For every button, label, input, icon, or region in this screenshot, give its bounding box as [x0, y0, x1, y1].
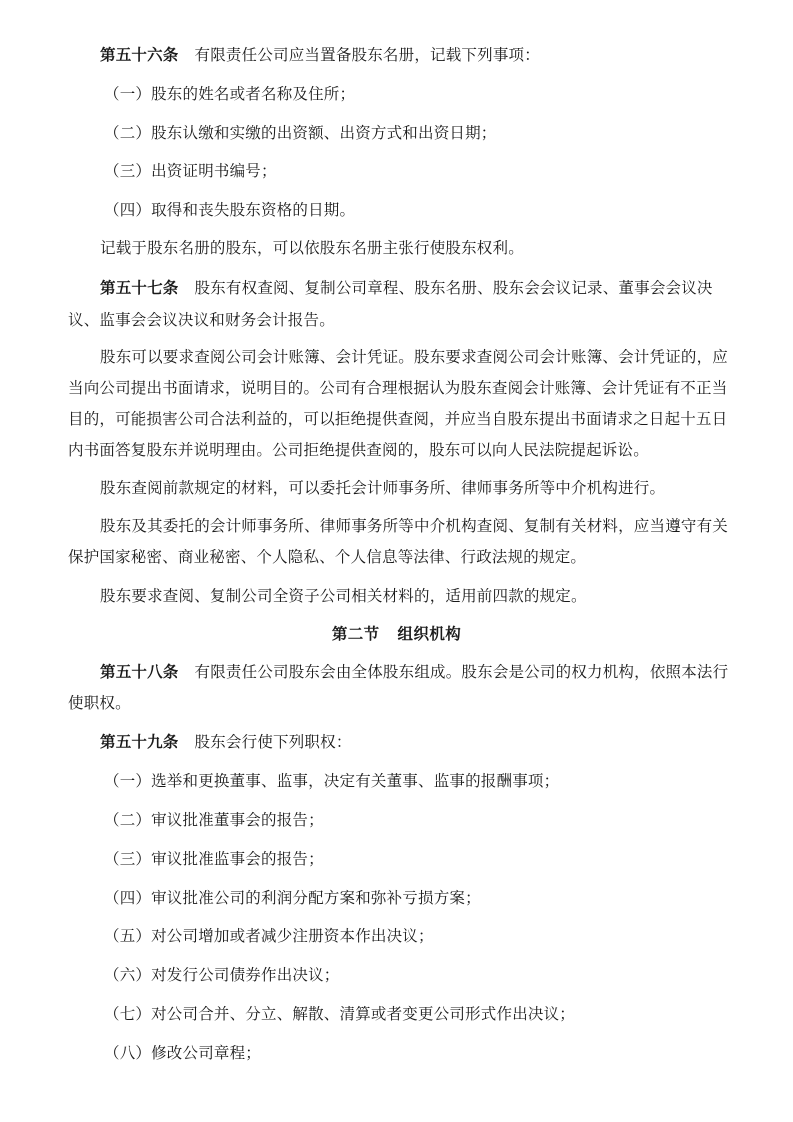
paragraph-line: 目的，可能损害公司合法利益的，可以拒绝提供查阅，并应当自股东提出书面请求之日起十五日	[68, 410, 728, 428]
list-item: （一）选举和更换董事、监事，决定有关董事、监事的报酬事项；	[104, 772, 560, 790]
paragraph-line: 议、监事会会议决议和财务会计报告。	[68, 311, 335, 329]
list-item: （七）对公司合并、分立、解散、清算或者变更公司形式作出决议；	[104, 1005, 576, 1023]
paragraph-line: 当向公司提出书面请求，说明目的。公司有合理根据认为股东查阅会计账簿、会计凭证有不正当	[68, 379, 728, 397]
list-item: （八）修改公司章程；	[104, 1044, 262, 1062]
article-58-heading	[100, 656, 728, 688]
list-item: （三）审议批准监事会的报告；	[104, 850, 324, 868]
article-text: 有限责任公司应当置备股东名册，记载下列事项：	[194, 46, 540, 64]
section-heading	[0, 618, 793, 650]
paragraph: 股东要求查阅、复制公司全资子公司相关材料的，适用前四款的规定。	[100, 587, 587, 605]
paragraph-line: 内书面答复股东并说明理由。公司拒绝提供查阅的，股东可以向人民法院提起诉讼。	[68, 441, 649, 459]
article-56-heading	[100, 39, 728, 71]
paragraph-line: 股东及其委托的会计师事务所、律师事务所等中介机构查阅、复制有关材料，应当遵守有关	[100, 517, 729, 535]
list-item: （五）对公司增加或者减少注册资本作出决议；	[104, 927, 434, 945]
article-text: 有限责任公司股东会由全体股东组成。股东会是公司的权力机构，依照本法行	[194, 663, 729, 681]
article-59-heading	[100, 726, 728, 758]
section-number: 第二节	[331, 625, 380, 643]
article-number: 第五十七条	[100, 279, 179, 297]
list-item: （四）审议批准公司的利润分配方案和弥补亏损方案；	[104, 889, 481, 907]
paragraph: 股东查阅前款规定的材料，可以委托会计师事务所、律师事务所等中介机构进行。	[100, 479, 666, 497]
paragraph-line: 股东可以要求查阅公司会计账簿、会计凭证。股东要求查阅公司会计账簿、会计凭证的，应	[100, 348, 729, 366]
list-item: （三）出资证明书编号；	[104, 162, 277, 180]
list-item: （一）股东的姓名或者名称及住所；	[104, 85, 356, 103]
list-item: （四）取得和丧失股东资格的日期。	[104, 201, 356, 219]
section-name: 组织机构	[397, 625, 462, 643]
article-57-heading	[100, 272, 728, 304]
paragraph-line: 保护国家秘密、商业秘密、个人隐私、个人信息等法律、行政法规的规定。	[68, 548, 587, 566]
list-item: （二）股东认缴和实缴的出资额、出资方式和出资日期；	[104, 124, 497, 142]
paragraph: 记载于股东名册的股东，可以依股东名册主张行使股东权利。	[100, 239, 524, 257]
article-number: 第五十六条	[100, 46, 179, 64]
paragraph-line: 使职权。	[68, 694, 131, 712]
list-item: （二）审议批准董事会的报告；	[104, 811, 324, 829]
article-text: 股东会行使下列职权：	[194, 733, 352, 751]
list-item: （六）对发行公司债券作出决议；	[104, 966, 340, 984]
article-text: 股东有权查阅、复制公司章程、股东名册、股东会会议记录、董事会会议决	[194, 279, 713, 297]
article-number: 第五十八条	[100, 663, 179, 681]
article-number: 第五十九条	[100, 733, 179, 751]
